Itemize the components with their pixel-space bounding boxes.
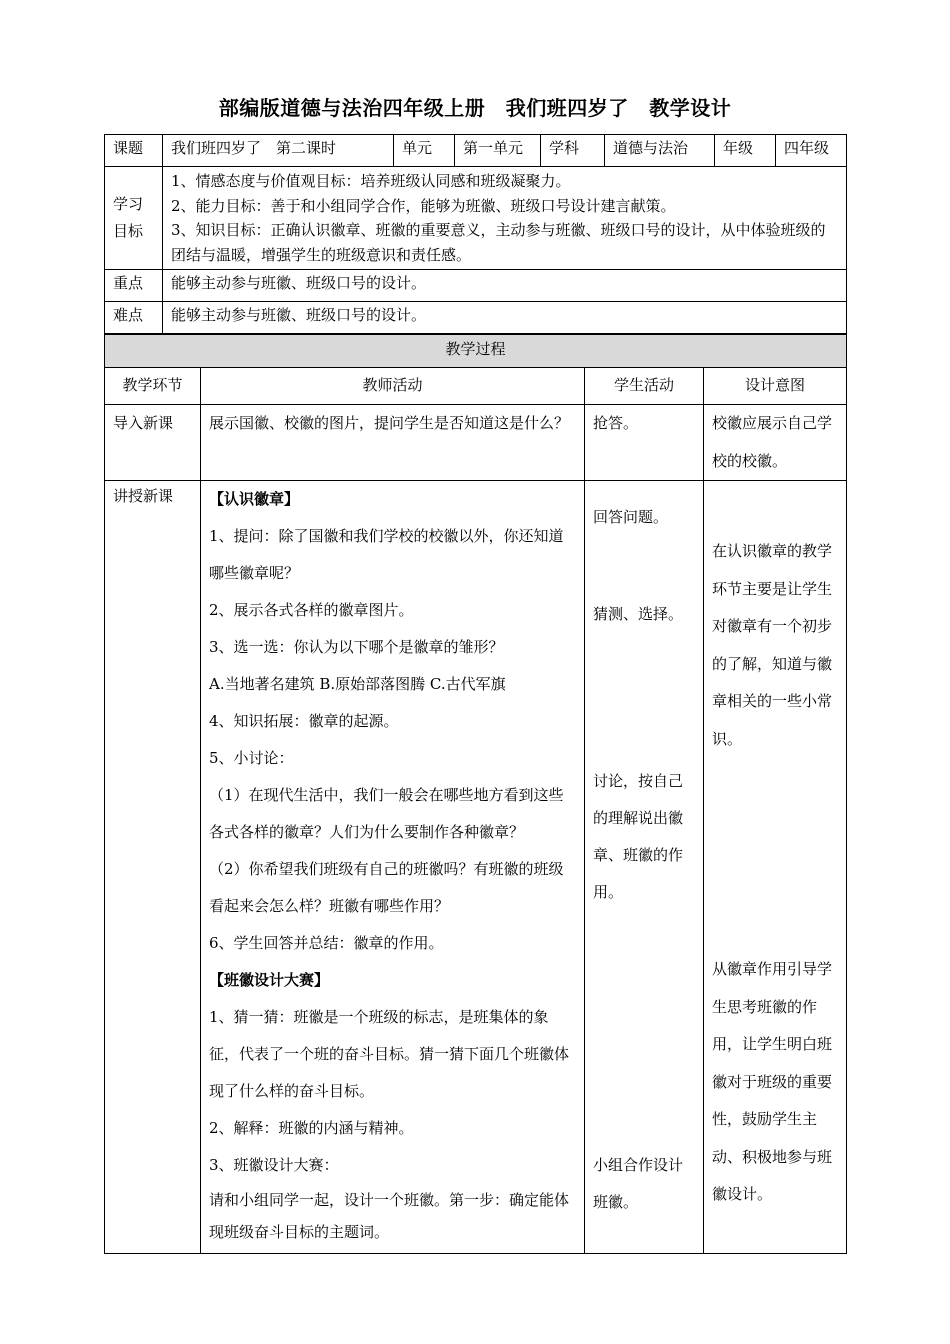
goal-item: 3、知识目标：正确认识徽章、班徽的重要意义，主动参与班徽、班级口号的设计，从中体验班级的团结与温暖，增强学生的班级意识和责任感。: [171, 221, 826, 264]
teacher-step: 2、解释：班徽的内涵与精神。: [209, 1119, 414, 1137]
grade-value: 四年级: [776, 135, 847, 167]
key-point-row: [105, 270, 847, 302]
column-header-stage: 教学环节: [105, 368, 201, 405]
teacher-step: （1）在现代生活中，我们一般会在哪些地方看到这些各式各样的徽章？人们为什么要制作各种徽章？: [209, 786, 564, 841]
lesson-student: [585, 481, 704, 1254]
unit-label: 单元: [394, 135, 455, 167]
subject-label: 学科: [541, 135, 605, 167]
difficulty-value: 能够主动参与班徽、班级口号的设计。: [163, 302, 847, 334]
teacher-step: 4、知识拓展：徽章的起源。: [209, 712, 399, 730]
grade-label: 年级: [715, 135, 776, 167]
goal-item: 1、情感态度与价值观目标：培养班级认同感和班级凝聚力。: [171, 172, 571, 190]
teacher-step: （2）你希望我们班级有自己的班徽吗？有班徽的班级看起来会怎么样？班徽有哪些作用？: [209, 860, 564, 915]
topic-label: 课题: [105, 135, 163, 167]
goals-row: [105, 167, 847, 270]
intro-stage: 导入新课: [105, 405, 201, 481]
difficulty-label: 难点: [105, 302, 163, 334]
lesson-info-table: [104, 134, 847, 334]
topic-value: 我们班四岁了 第二课时: [163, 135, 394, 167]
goals-label-line-1: 学习: [113, 195, 144, 213]
student-activity: 讨论，按自己的理解说出徽章、班徽的作用。: [593, 772, 684, 901]
difficulty-row: [105, 302, 847, 334]
teacher-step: 6、学生回答并总结：徽章的作用。: [209, 934, 444, 952]
process-header: 教学过程: [105, 334, 847, 368]
design-intent: 从徽章作用引导学生思考班徽的作用，让学生明白班徽对于班级的重要性，鼓励学生主动、积极地参与班徽设计。: [712, 960, 833, 1203]
teacher-step: 5、小讨论：: [209, 749, 294, 767]
key-point-label: 重点: [105, 270, 163, 302]
teacher-step: 3、班徽设计大赛：: [209, 1156, 339, 1174]
student-activity: 猜测、选择。: [593, 605, 684, 623]
lesson-stage: 讲授新课: [105, 481, 201, 1254]
student-activity: 小组合作设计班徽。: [593, 1156, 684, 1211]
subject-value: 道德与法治: [605, 135, 715, 167]
column-header-student: 学生活动: [585, 368, 704, 405]
column-header-row: [105, 368, 847, 405]
teacher-step: 1、提问：除了国徽和我们学校的校徽以外，你还知道哪些徽章呢？: [209, 527, 564, 582]
intro-row: [105, 405, 847, 481]
teacher-step: 1、猜一猜：班徽是一个班级的标志，是班集体的象征，代表了一个班的奋斗目标。猜一猜下面几个班徽体现了什么样的奋斗目标。: [209, 1008, 570, 1100]
key-point-value: 能够主动参与班徽、班级口号的设计。: [163, 270, 847, 302]
document-title: 部编版道德与法治四年级上册 我们班四岁了 教学设计: [218, 96, 732, 120]
goals-label: [105, 167, 163, 270]
intro-intent: 校徽应展示自己学校的校徽。: [704, 405, 847, 481]
goal-item: 2、能力目标：善于和小组同学合作，能够为班徽、班级口号设计建言献策。: [171, 196, 676, 215]
lesson-row: [105, 481, 847, 1254]
column-header-teacher: 教师活动: [201, 368, 585, 405]
section-heading: 【认识徽章】: [209, 490, 300, 508]
section-heading: 【班徽设计大赛】: [209, 971, 330, 989]
teacher-step: A.当地著名建筑 B.原始部落图腾 C.古代军旗: [209, 675, 506, 693]
teacher-step: 2、展示各式各样的徽章图片。: [209, 601, 414, 619]
intro-student: 抢答。: [585, 405, 704, 481]
teacher-step: 3、选一选：你认为以下哪个是徽章的雏形？: [209, 638, 504, 656]
teaching-process-table: [104, 333, 847, 1254]
student-activity: 回答问题。: [593, 508, 669, 526]
process-header-row: [105, 334, 847, 368]
design-intent: 在认识徽章的教学环节主要是让学生对徽章有一个初步的了解，知道与徽章相关的一些小常识。: [712, 542, 833, 748]
goals-content: [163, 167, 847, 270]
goals-label-line-2: 目标: [113, 222, 144, 240]
column-header-intent: 设计意图: [704, 368, 847, 405]
teacher-step: 请和小组同学一起，设计一个班徽。第一步：确定能体现班级奋斗目标的主题词。: [209, 1191, 570, 1241]
lesson-intent: [704, 481, 847, 1254]
intro-teacher: 展示国徽、校徽的图片，提问学生是否知道这是什么？: [201, 405, 585, 481]
lesson-teacher: [201, 481, 585, 1254]
unit-value: 第一单元: [455, 135, 541, 167]
info-row: [105, 135, 847, 167]
